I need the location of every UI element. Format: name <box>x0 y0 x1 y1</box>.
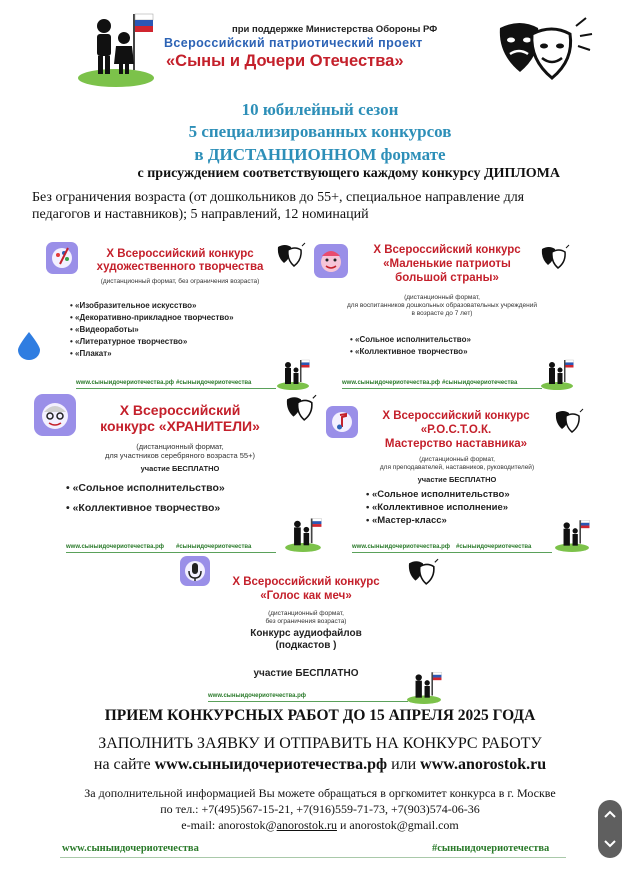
footer-site-link[interactable]: www.сыныидочериотечества <box>62 843 199 854</box>
contest-note: в возрасте до 7 лет) <box>411 310 473 317</box>
theatre-masks-icon <box>284 394 318 422</box>
theatre-masks-icon <box>406 558 440 586</box>
nomination-item: • «Коллективное творчество» <box>66 502 221 514</box>
elder-face-icon <box>34 394 76 436</box>
family-flag-logo <box>76 6 156 88</box>
contest-title: X Всероссийский конкурс <box>232 576 380 588</box>
theatre-masks-icon <box>276 242 306 268</box>
contest-note: для преподавателей, наставников, руководителей) <box>379 464 535 471</box>
contest-description: (подкастов ) <box>275 640 337 651</box>
deadline-text: ПРИЕМ КОНКУРСНЫХ РАБОТ ДО 15 АПРЕЛЯ 2025 ГОДА <box>104 707 536 724</box>
hashtag: #сыныидочериотечества <box>176 544 252 550</box>
contest-title: «Голос как меч» <box>260 590 352 602</box>
nomination-item: • «Видеоработы» <box>70 325 139 334</box>
divider <box>66 552 276 553</box>
contest-title: конкурс «ХРАНИТЕЛИ» <box>100 418 260 434</box>
music-note-icon <box>326 406 358 438</box>
footer-hashtag: #сыныидочериотечества <box>432 843 550 854</box>
divider <box>352 552 552 553</box>
season-line-2: 5 специализированных конкурсов <box>188 122 452 141</box>
contest-note: (дистанционный формат, <box>404 294 480 301</box>
hashtag: #сыныидочериотечества <box>176 380 252 386</box>
family-flag-icon <box>284 514 322 552</box>
contact-info: За дополнительной информацией Вы можете обращаться в оргкомитет конкурса в г. Москве <box>84 786 556 800</box>
divider <box>76 388 276 389</box>
apply-text: ЗАПОЛНИТЬ ЗАЯВКУ И ОТПРАВИТЬ НА КОНКУРС РАБОТУ <box>98 735 542 752</box>
free-participation: участие БЕСПЛАТНО <box>253 668 359 679</box>
free-participation: участие БЕСПЛАТНО <box>140 464 220 473</box>
contest-title: X Всероссийский конкурс <box>382 410 530 422</box>
water-drop-icon <box>16 330 42 360</box>
scroll-widget <box>598 800 622 858</box>
nomination-item: • «Плакат» <box>70 349 112 358</box>
contest-title: X Всероссийский конкурс <box>106 248 254 260</box>
contact-phones: по тел.: +7(495)567-15-21, +7(916)559-71-73, +7(903)574-06-36 <box>160 802 480 816</box>
season-line-4: с присуждением соответствующего каждому конкурсу ДИПЛОМА <box>137 166 560 181</box>
family-flag-icon <box>540 356 574 390</box>
support-text: при поддержке Министерства Обороны РФ <box>232 24 438 35</box>
contest-note: без ограничения возраста) <box>265 618 347 625</box>
email-link[interactable]: anorostok.ru <box>276 818 337 832</box>
site-link[interactable]: www.сыныидочериотечества.рф <box>342 380 441 386</box>
nomination-item: • «Декоративно-прикладное творчество» <box>70 313 234 322</box>
contest-title: X Всероссийский <box>119 402 241 418</box>
nomination-item: • «Коллективное творчество» <box>350 347 468 356</box>
theatre-masks-logo <box>494 14 594 86</box>
contest-title: большой страны» <box>395 272 499 284</box>
nomination-item: • «Изобразительное искусство» <box>70 301 197 310</box>
family-flag-icon <box>554 516 590 552</box>
contest-title: Мастерство наставника» <box>384 438 528 450</box>
site-link[interactable]: www.сыныидочериотечества.рф <box>208 693 307 699</box>
theatre-masks-icon <box>540 244 570 270</box>
hashtag: #сыныидочериотечества <box>456 544 532 550</box>
nomination-item: • «Сольное исполнительство» <box>366 489 510 500</box>
nomination-item: • «Мастер-класс» <box>366 515 447 526</box>
intro-line-2: педагогов и наставников); 5 направлений, 12 номинаций <box>32 207 369 222</box>
contest-card-little-patriots <box>312 238 584 390</box>
family-flag-icon <box>406 668 442 704</box>
contest-description: Конкурс аудиофайлов <box>250 628 362 639</box>
contest-note: для участников серебряного возраста 55+) <box>105 451 255 460</box>
nomination-item: • «Коллективное исполнение» <box>366 502 509 513</box>
site-link[interactable]: www.сыныидочериотечества.рф <box>352 544 451 550</box>
chevron-up-icon <box>598 800 622 829</box>
hashtag: #сыныидочериотечества <box>442 380 518 386</box>
family-flag-icon <box>276 356 310 390</box>
contest-note: (дистанционный формат, <box>136 442 224 451</box>
theatre-masks-icon <box>554 408 584 434</box>
contest-title: X Всероссийский конкурс <box>373 244 521 256</box>
project-title: «Сыны и Дочери Отечества» <box>166 52 404 70</box>
season-line-1: 10 юбилейный сезон <box>241 100 399 119</box>
free-participation: участие БЕСПЛАТНО <box>417 475 497 484</box>
contest-note: (дистанционный формат, <box>268 610 344 617</box>
scroll-down-button[interactable] <box>598 829 622 858</box>
nomination-item: • «Сольное исполнительство» <box>66 482 225 494</box>
intro-line-1: Без ограничения возраста (от дошкольников до 55+, специальное направление для <box>32 190 525 205</box>
site-link[interactable]: www.сыныидочериотечества.рф <box>66 544 165 550</box>
footer-divider <box>60 857 566 858</box>
nomination-item: • «Сольное исполнительство» <box>350 335 471 344</box>
chevron-down-icon <box>598 829 622 858</box>
site-link[interactable]: www.сыныидочериотечества.рф <box>154 756 388 773</box>
contest-title: художественного творчества <box>96 261 264 273</box>
site-link[interactable]: www.сыныидочериотечества.рф <box>76 380 175 386</box>
contest-card-keepers <box>30 390 326 554</box>
divider <box>342 388 542 389</box>
scroll-up-button[interactable] <box>598 800 622 829</box>
contact-emails: e-mail: anorostok@anorostok.ru и anorostok@gmail.com <box>181 818 459 832</box>
divider <box>208 701 408 702</box>
contest-card-art <box>40 238 310 390</box>
contest-note: для воспитанников дошкольных образовательных учреждений <box>346 302 537 309</box>
project-subtitle: Всероссийский патриотический проект <box>164 36 423 50</box>
contest-note: (дистанционный формат, без ограничения возраста) <box>100 278 260 285</box>
nomination-item: • «Литературное творчество» <box>70 337 188 346</box>
contest-note: (дистанционный формат, <box>419 456 495 463</box>
apply-sites: на сайте www.сыныидочериотечества.рф или www.anorostok.ru <box>93 756 547 773</box>
season-line-3: в ДИСТАНЦИОННОМ формате <box>194 145 446 164</box>
contest-card-rostok <box>322 398 594 556</box>
contest-title: «Р.О.С.Т.О.К. <box>420 424 492 436</box>
contest-card-voice <box>176 554 446 704</box>
contest-title: «Маленькие патриоты <box>383 258 511 270</box>
site-link[interactable]: www.anorostok.ru <box>420 756 547 773</box>
